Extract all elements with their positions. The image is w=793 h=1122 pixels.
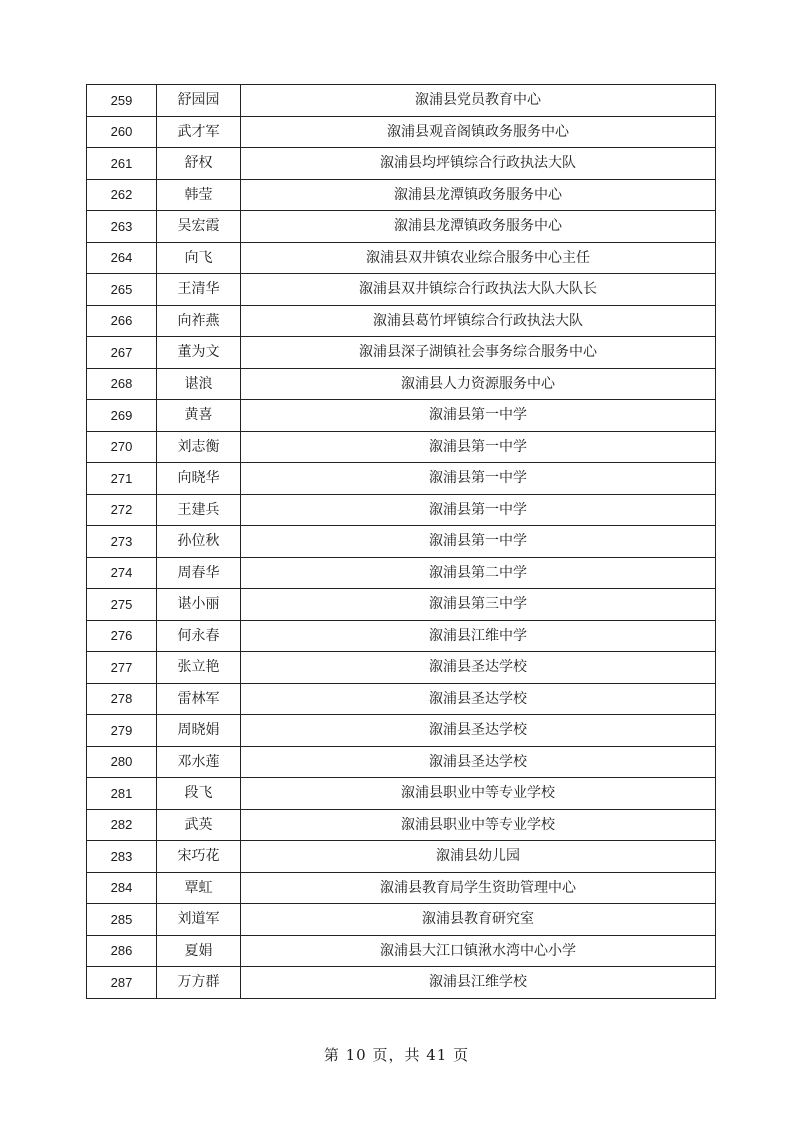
row-number-cell: 260 bbox=[87, 116, 157, 148]
name-cell: 武英 bbox=[157, 809, 241, 841]
table-row bbox=[87, 179, 716, 211]
row-number-cell: 262 bbox=[87, 179, 157, 211]
row-number-cell: 269 bbox=[87, 400, 157, 432]
row-number-cell: 270 bbox=[87, 431, 157, 463]
table-row bbox=[87, 809, 716, 841]
name-cell: 周春华 bbox=[157, 557, 241, 589]
row-number-cell: 286 bbox=[87, 935, 157, 967]
name-cell: 周晓娟 bbox=[157, 715, 241, 747]
name-cell: 段飞 bbox=[157, 778, 241, 810]
unit-cell: 溆浦县江维中学 bbox=[241, 620, 716, 652]
row-number-cell: 266 bbox=[87, 305, 157, 337]
unit-cell: 溆浦县双井镇综合行政执法大队大队长 bbox=[241, 274, 716, 306]
table-row bbox=[87, 683, 716, 715]
unit-cell: 溆浦县第一中学 bbox=[241, 494, 716, 526]
unit-cell: 溆浦县圣达学校 bbox=[241, 683, 716, 715]
name-cell: 邓水莲 bbox=[157, 746, 241, 778]
name-cell: 刘志衡 bbox=[157, 431, 241, 463]
unit-cell: 溆浦县第一中学 bbox=[241, 463, 716, 495]
row-number-cell: 261 bbox=[87, 148, 157, 180]
table-row bbox=[87, 841, 716, 873]
table-row bbox=[87, 715, 716, 747]
name-cell: 王清华 bbox=[157, 274, 241, 306]
row-number-cell: 280 bbox=[87, 746, 157, 778]
row-number-cell: 285 bbox=[87, 904, 157, 936]
table-row bbox=[87, 872, 716, 904]
table-row bbox=[87, 242, 716, 274]
name-cell: 向晓华 bbox=[157, 463, 241, 495]
table-row bbox=[87, 557, 716, 589]
unit-cell: 溆浦县观音阁镇政务服务中心 bbox=[241, 116, 716, 148]
unit-cell: 溆浦县均坪镇综合行政执法大队 bbox=[241, 148, 716, 180]
table-row bbox=[87, 620, 716, 652]
unit-cell: 溆浦县大江口镇湫水湾中心小学 bbox=[241, 935, 716, 967]
table-row bbox=[87, 337, 716, 369]
row-number-cell: 275 bbox=[87, 589, 157, 621]
table-row bbox=[87, 652, 716, 684]
row-number-cell: 273 bbox=[87, 526, 157, 558]
unit-cell: 溆浦县教育局学生资助管理中心 bbox=[241, 872, 716, 904]
table-row bbox=[87, 778, 716, 810]
table-row bbox=[87, 935, 716, 967]
table-row bbox=[87, 85, 716, 117]
row-number-cell: 277 bbox=[87, 652, 157, 684]
personnel-table bbox=[86, 84, 716, 999]
unit-cell: 溆浦县第一中学 bbox=[241, 400, 716, 432]
unit-cell: 溆浦县党员教育中心 bbox=[241, 85, 716, 117]
name-cell: 万方群 bbox=[157, 967, 241, 999]
name-cell: 孙位秋 bbox=[157, 526, 241, 558]
row-number-cell: 267 bbox=[87, 337, 157, 369]
row-number-cell: 265 bbox=[87, 274, 157, 306]
unit-cell: 溆浦县人力资源服务中心 bbox=[241, 368, 716, 400]
unit-cell: 溆浦县龙潭镇政务服务中心 bbox=[241, 211, 716, 243]
table-row bbox=[87, 904, 716, 936]
name-cell: 吴宏霞 bbox=[157, 211, 241, 243]
table-row bbox=[87, 463, 716, 495]
unit-cell: 溆浦县第一中学 bbox=[241, 526, 716, 558]
row-number-cell: 268 bbox=[87, 368, 157, 400]
name-cell: 何永春 bbox=[157, 620, 241, 652]
name-cell: 覃虹 bbox=[157, 872, 241, 904]
row-number-cell: 276 bbox=[87, 620, 157, 652]
table-row bbox=[87, 148, 716, 180]
name-cell: 向祚燕 bbox=[157, 305, 241, 337]
table-row bbox=[87, 211, 716, 243]
unit-cell: 溆浦县第一中学 bbox=[241, 431, 716, 463]
table-row bbox=[87, 526, 716, 558]
row-number-cell: 287 bbox=[87, 967, 157, 999]
unit-cell: 溆浦县葛竹坪镇综合行政执法大队 bbox=[241, 305, 716, 337]
table-body bbox=[87, 85, 716, 999]
name-cell: 董为文 bbox=[157, 337, 241, 369]
table-row bbox=[87, 274, 716, 306]
unit-cell: 溆浦县教育研究室 bbox=[241, 904, 716, 936]
row-number-cell: 263 bbox=[87, 211, 157, 243]
table-row bbox=[87, 494, 716, 526]
page-footer: 第 10 页，共 41 页 bbox=[323, 1046, 470, 1064]
unit-cell: 溆浦县江维学校 bbox=[241, 967, 716, 999]
unit-cell: 溆浦县圣达学校 bbox=[241, 652, 716, 684]
row-number-cell: 279 bbox=[87, 715, 157, 747]
name-cell: 武才军 bbox=[157, 116, 241, 148]
row-number-cell: 271 bbox=[87, 463, 157, 495]
name-cell: 向飞 bbox=[157, 242, 241, 274]
table-row bbox=[87, 431, 716, 463]
table-row bbox=[87, 116, 716, 148]
table-row bbox=[87, 400, 716, 432]
name-cell: 宋巧花 bbox=[157, 841, 241, 873]
row-number-cell: 274 bbox=[87, 557, 157, 589]
row-number-cell: 282 bbox=[87, 809, 157, 841]
row-number-cell: 281 bbox=[87, 778, 157, 810]
unit-cell: 溆浦县圣达学校 bbox=[241, 715, 716, 747]
name-cell: 舒园园 bbox=[157, 85, 241, 117]
table-row bbox=[87, 967, 716, 999]
unit-cell: 溆浦县幼儿园 bbox=[241, 841, 716, 873]
name-cell: 谌小丽 bbox=[157, 589, 241, 621]
name-cell: 张立艳 bbox=[157, 652, 241, 684]
unit-cell: 溆浦县第二中学 bbox=[241, 557, 716, 589]
table-row bbox=[87, 746, 716, 778]
unit-cell: 溆浦县双井镇农业综合服务中心主任 bbox=[241, 242, 716, 274]
unit-cell: 溆浦县圣达学校 bbox=[241, 746, 716, 778]
table-row bbox=[87, 589, 716, 621]
name-cell: 夏娟 bbox=[157, 935, 241, 967]
table-row bbox=[87, 305, 716, 337]
unit-cell: 溆浦县深子湖镇社会事务综合服务中心 bbox=[241, 337, 716, 369]
table-row bbox=[87, 368, 716, 400]
row-number-cell: 278 bbox=[87, 683, 157, 715]
name-cell: 刘道军 bbox=[157, 904, 241, 936]
unit-cell: 溆浦县职业中等专业学校 bbox=[241, 809, 716, 841]
name-cell: 黄喜 bbox=[157, 400, 241, 432]
row-number-cell: 284 bbox=[87, 872, 157, 904]
unit-cell: 溆浦县龙潭镇政务服务中心 bbox=[241, 179, 716, 211]
unit-cell: 溆浦县第三中学 bbox=[241, 589, 716, 621]
name-cell: 舒权 bbox=[157, 148, 241, 180]
name-cell: 王建兵 bbox=[157, 494, 241, 526]
row-number-cell: 283 bbox=[87, 841, 157, 873]
unit-cell: 溆浦县职业中等专业学校 bbox=[241, 778, 716, 810]
row-number-cell: 264 bbox=[87, 242, 157, 274]
name-cell: 韩莹 bbox=[157, 179, 241, 211]
name-cell: 雷林军 bbox=[157, 683, 241, 715]
name-cell: 谌浪 bbox=[157, 368, 241, 400]
row-number-cell: 272 bbox=[87, 494, 157, 526]
row-number-cell: 259 bbox=[87, 85, 157, 117]
